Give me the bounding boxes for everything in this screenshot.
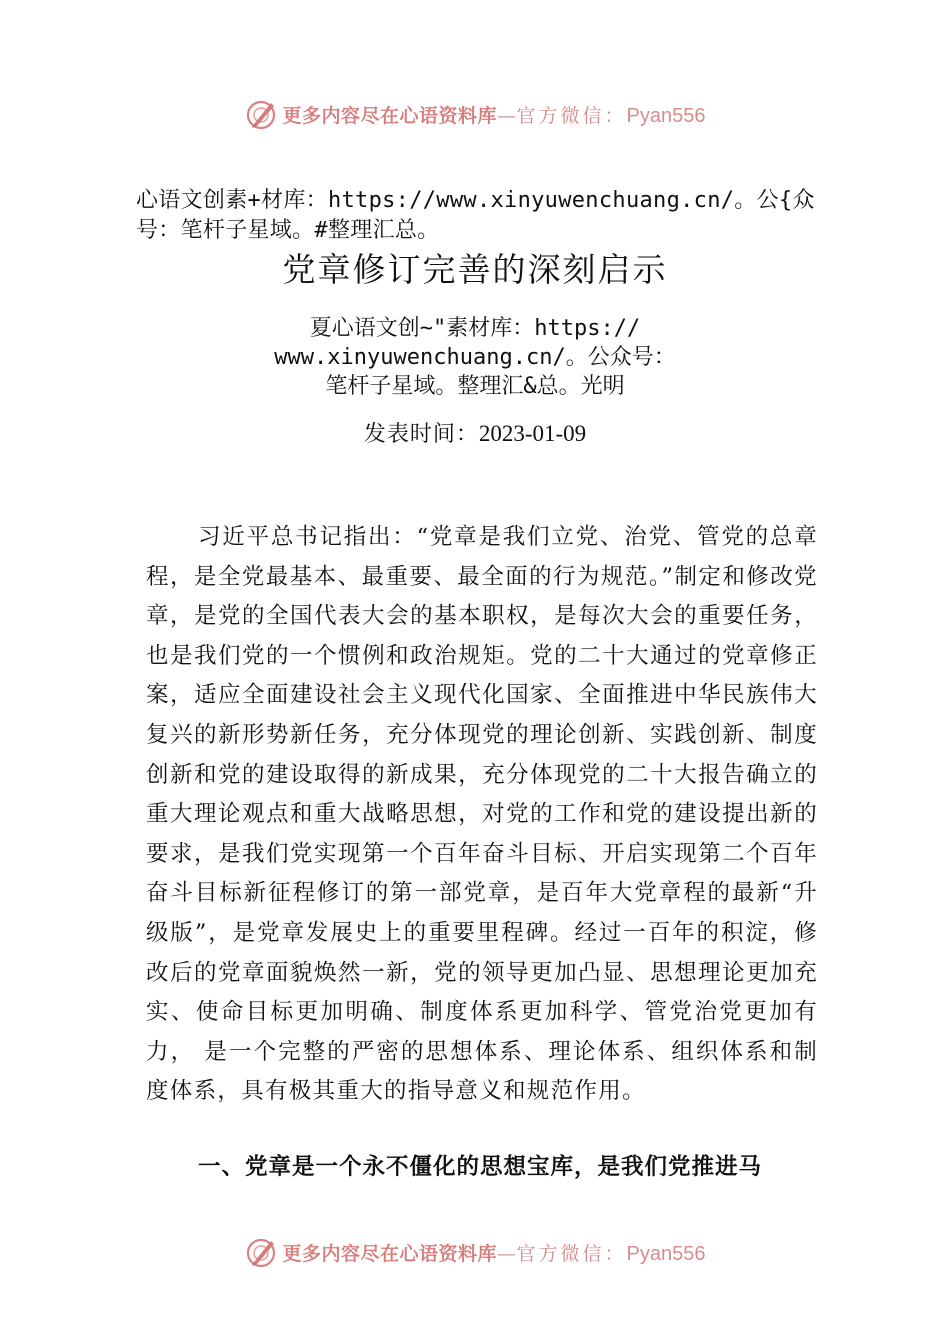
source-line-2: www.xinyuwenchuang.cn/。公众号： (274, 345, 676, 370)
watermark-brand: 更多内容尽在心语资料库 (282, 1242, 498, 1265)
watermark-dash: — (497, 1242, 517, 1265)
watermark-dash: — (497, 104, 517, 127)
source-block (0, 314, 950, 401)
watermark-bottom (0, 1230, 950, 1274)
page-title: 党章修订完善的深刻启示 (282, 250, 668, 289)
watermark-wechat-id: Pyan556 (626, 1242, 706, 1265)
pen-logo-icon (245, 97, 279, 131)
source-line-3: 笔杆子星域。整理汇&总。光明 (325, 374, 625, 399)
watermark-top (0, 92, 950, 136)
source-line-1: 夏心语文创~"素材库：https:// (309, 316, 641, 341)
watermark-label: 官方微信： (516, 104, 627, 127)
watermark-label: 官方微信： (516, 1242, 627, 1265)
body-paragraph: 习近平总书记指出：“党章是我们立党、治党、管党的总章程，是全党最基本、最重要、最全面的行为规范。”制定和修改党章，是党的全国代表大会的基本职权，是每次大会的重要任务，也是我们党的一个惯例和政治规矩。党的二十大通过的党章修正案，适应全面建设社会主义现代化国家、全面推进中华民族伟大复兴的新形势新任务，充分体现党的理论创新、实践创新、制度创新和党的建设取得的新成果，充分体现党的二十大报告确立的重大理论观点和重大战略思想，对党的工作和党的建设提出新的要求，是我们党实现第一个百年奋斗目标、开启实现第二个百年奋斗目标新征程修订的第一部党章，是百年大党章程的最新“升级版”，是党章发展史上的重要里程碑。经过一百年的积淀，修改后的党章面貌焕然一新，党的领导更加凸显、思想理论更加充实、使命目标更加明确、制度体系更加科学、管党治党更加有力， 是一个完整的严密的思想体系、理论体系、组织体系和制度体系，具有极其重大的指导意义和规范作用。 (146, 524, 818, 1105)
pen-logo-icon (245, 1235, 279, 1269)
watermark-wechat-id: Pyan556 (626, 104, 706, 127)
publish-date (0, 419, 950, 450)
header-source-line: 心语文创素+材库：https://www.xinyuwenchuang.cn/。公{众号：笔杆子星域。#整理汇总。 (136, 188, 815, 243)
watermark-brand: 更多内容尽在心语资料库 (282, 104, 498, 127)
watermark-text (283, 101, 706, 128)
publish-date-value: 2023-01-09 (478, 421, 587, 446)
watermark-text (283, 1239, 706, 1266)
section-heading: 一、党章是一个永不僵化的思想宝库，是我们党推进马 (198, 1154, 763, 1180)
publish-date-label: 发表时间： (363, 422, 479, 447)
